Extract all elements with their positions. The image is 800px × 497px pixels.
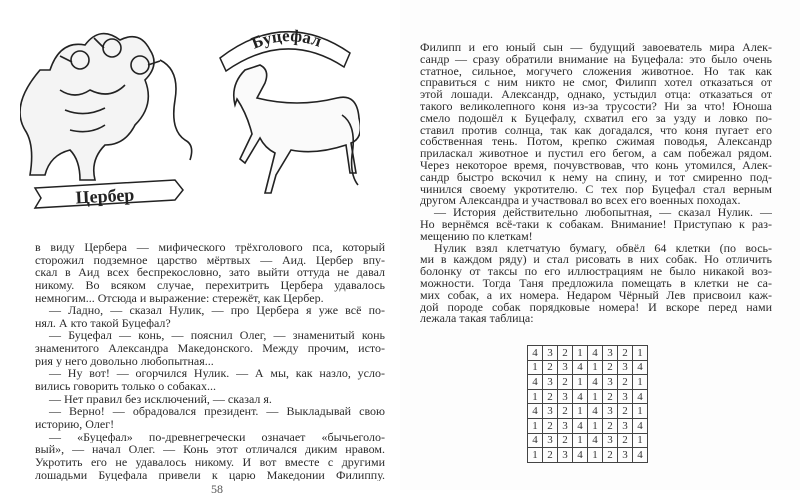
table-cell: 1: [588, 418, 603, 433]
table-cell: 3: [543, 433, 558, 448]
text-line: ми в каждом ряду) и стал рисовать в них собак. Но отличить: [420, 254, 772, 267]
bucephalus-drawing: [234, 65, 360, 193]
table-cell: 1: [528, 389, 543, 404]
text-line: можности. Тогда Таня предложила помещать в клетки не са-: [420, 277, 772, 290]
table-cell: 2: [543, 448, 558, 463]
text-line: другом Александра и участвовал во всех его военных походах.: [420, 195, 741, 208]
cerberus-drawing: [20, 34, 192, 180]
table-cell: 1: [588, 389, 603, 404]
text-line: — Ну вот! — огорчился Нулик. — А мы, как назло, усло-: [49, 367, 385, 381]
text-line: ставил против солнца, так как догадался, что коня пугает его: [420, 124, 772, 137]
table-row: [528, 433, 648, 448]
table-cell: 4: [528, 433, 543, 448]
table-row: [528, 448, 648, 463]
text-line: этой лошади. Александр, однако, устыдил отца: отказаться от: [420, 89, 772, 101]
table-cell: 3: [558, 360, 573, 375]
table-cell: 4: [573, 389, 588, 404]
text-line: статное, сильное, могучего сложения животное. Но так как: [420, 65, 772, 78]
table-cell: 2: [618, 375, 633, 390]
text-line: — Верно! — обрадовался президент. — Выкладывай свою: [49, 405, 385, 418]
table-cell: 2: [558, 433, 573, 448]
cerberus-banner: [35, 180, 183, 208]
text-line: скал в Аид всех беспрекословно, зато выйти оттуда не давал: [35, 266, 385, 279]
cerberus-label: Цербер: [75, 184, 135, 208]
table-cell: 4: [528, 375, 543, 390]
text-line: историю, Олег!: [35, 417, 115, 431]
table-cell: 4: [528, 404, 543, 419]
table-cell: 2: [558, 404, 573, 419]
text-line: смело подошёл к Буцефалу, схватил его за узду и ловко по-: [420, 112, 772, 125]
right-page-text: [420, 42, 772, 325]
text-line: Но вернёмся всё-таки к собакам. Внимание! Приступаю к раз-: [420, 218, 772, 231]
left-page: [0, 0, 400, 496]
table-cell: 3: [558, 448, 573, 463]
text-line: Нулик взял клетчатую бумагу, обвёл 64 клетки (по вось-: [434, 242, 772, 255]
text-line: в виду Цербера — мифического трёхголового пса, который: [35, 241, 385, 254]
table-cell: 2: [618, 404, 633, 419]
table-cell: 4: [588, 433, 603, 448]
table-cell: 3: [543, 404, 558, 419]
table-row: [528, 346, 648, 361]
table-cell: 3: [558, 389, 573, 404]
text-line: немногим... Отсюда и выражение: стережёт, как Цербер.: [35, 291, 324, 305]
table-cell: 4: [633, 418, 648, 433]
text-line: Филипп и его юный сын — будущий завоеватель мира Алек-: [420, 42, 772, 54]
table-row: [528, 389, 648, 404]
table-cell: 4: [573, 448, 588, 463]
table-cell: 1: [528, 448, 543, 463]
text-line: вились говорить только о собаках...: [35, 380, 216, 393]
table-cell: 3: [543, 346, 558, 361]
table-row: [528, 404, 648, 419]
table-cell: 4: [573, 360, 588, 375]
table-cell: 2: [603, 418, 618, 433]
table-row: [528, 375, 648, 390]
table-cell: 1: [633, 433, 648, 448]
table-cell: 4: [528, 346, 543, 361]
text-line: — Нет правил без исключений, — сказал я.: [49, 392, 272, 406]
table-cell: 1: [573, 404, 588, 419]
table-cell: 3: [543, 375, 558, 390]
text-line: никому. Во всяком случае, перехитрить Цербера удавалось: [35, 278, 385, 292]
table-cell: 4: [633, 389, 648, 404]
table-cell: 2: [558, 375, 573, 390]
table-cell: 1: [633, 404, 648, 419]
table-cell: 2: [543, 360, 558, 375]
text-line: лежала такая таблица:: [420, 313, 534, 326]
text-line: сторожил подземное царство мёртвых — Аид. Цербер впу-: [35, 253, 385, 267]
table-cell: 1: [528, 418, 543, 433]
table-cell: 1: [588, 360, 603, 375]
table-cell: 2: [603, 389, 618, 404]
text-line: дой породе собак порядковые номера! И вскоре перед нами: [420, 301, 772, 314]
table-cell: 3: [618, 389, 633, 404]
text-line: такого великолепного коня из-за трусости? Ни за что! Юноша: [420, 100, 772, 113]
table-cell: 2: [603, 448, 618, 463]
table-cell: 2: [543, 389, 558, 404]
table-cell: 1: [588, 448, 603, 463]
text-line: лошадьми Буцефала привели к царю Македонии Филиппу.: [35, 468, 385, 482]
table-cell: 3: [603, 346, 618, 361]
table-cell: 3: [603, 433, 618, 448]
table-cell: 2: [618, 433, 633, 448]
text-line: вый», — начал Олег. — Конь этот отличался диким нравом.: [35, 443, 385, 456]
table-cell: 2: [603, 360, 618, 375]
table-cell: 3: [603, 404, 618, 419]
table-cell: 3: [618, 448, 633, 463]
table-cell: 3: [558, 418, 573, 433]
table-cell: 1: [633, 375, 648, 390]
text-line: чинился своему укротителю. С тех пор Буцефал стал верным: [420, 183, 772, 196]
table-cell: 4: [588, 375, 603, 390]
table-cell: 2: [543, 418, 558, 433]
text-line: рия у него довольно любопытная...: [35, 354, 214, 368]
table-row: [528, 360, 648, 375]
text-line: мещению по клеткам!: [420, 230, 533, 243]
page-number: 58: [211, 482, 223, 496]
table-cell: 1: [633, 346, 648, 361]
table-cell: 4: [633, 448, 648, 463]
text-line: сандр быстро вскочил к нему на спину, и тот смиренно под-: [420, 171, 772, 184]
table-cell: 2: [618, 346, 633, 361]
text-line: болонку от таксы по его иллюстрациям не было никакой воз-: [420, 266, 772, 278]
table-cell: 1: [528, 360, 543, 375]
text-line: — История действительно любопытная, — сказал Нулик. —: [434, 207, 772, 219]
text-line: приласкал животное и пустил его бегом, а сам побежал рядом.: [420, 148, 772, 160]
table-cell: 1: [573, 375, 588, 390]
table-row: [528, 418, 648, 433]
text-line: мих собак, а их номера. Недаром Чёрный Лев присвоил каж-: [420, 289, 772, 302]
text-line: знаменитого Александра Македонского. Между прочим, исто-: [35, 342, 385, 355]
text-line: сандр — сразу обратили внимание на Буцефала: это было очень: [420, 53, 772, 66]
left-page-text: [35, 241, 385, 481]
table-cell: 4: [633, 360, 648, 375]
text-line: нял. А кто такой Буцефал?: [35, 316, 171, 330]
text-line: — Буцефал — конь, — пояснил Олег, — знаменитый конь: [49, 329, 385, 343]
number-table: [527, 345, 648, 463]
table-cell: 3: [618, 418, 633, 433]
table-cell: 1: [573, 433, 588, 448]
text-line: справиться с ним никто не смог, Филипп хотел отказаться от: [420, 77, 772, 90]
table-cell: 3: [618, 360, 633, 375]
text-line: — «Буцефал» по-древнегречески означает «бычьеголо-: [49, 430, 385, 444]
table-cell: 2: [558, 346, 573, 361]
bucephalus-label: Буцефал: [248, 26, 324, 53]
table-cell: 3: [603, 375, 618, 390]
table-cell: 4: [573, 418, 588, 433]
table-cell: 4: [588, 404, 603, 419]
cerberus-bucephalus-illustration: [20, 10, 360, 235]
text-line: Укротить его не удавалось никому. И вот вместе с другими: [35, 455, 385, 469]
text-line: собственная тень. Потом, крепко сжимая поводья, Александр: [420, 136, 772, 149]
text-line: — Ладно, — сказал Нулик, — про Цербера я уже всё по-: [49, 304, 385, 317]
text-line: Через некоторое время, почувствовав, что конь утомился, Алек-: [420, 159, 772, 172]
table-cell: 1: [573, 346, 588, 361]
bucephalus-banner: [220, 26, 350, 71]
table-cell: 4: [588, 346, 603, 361]
